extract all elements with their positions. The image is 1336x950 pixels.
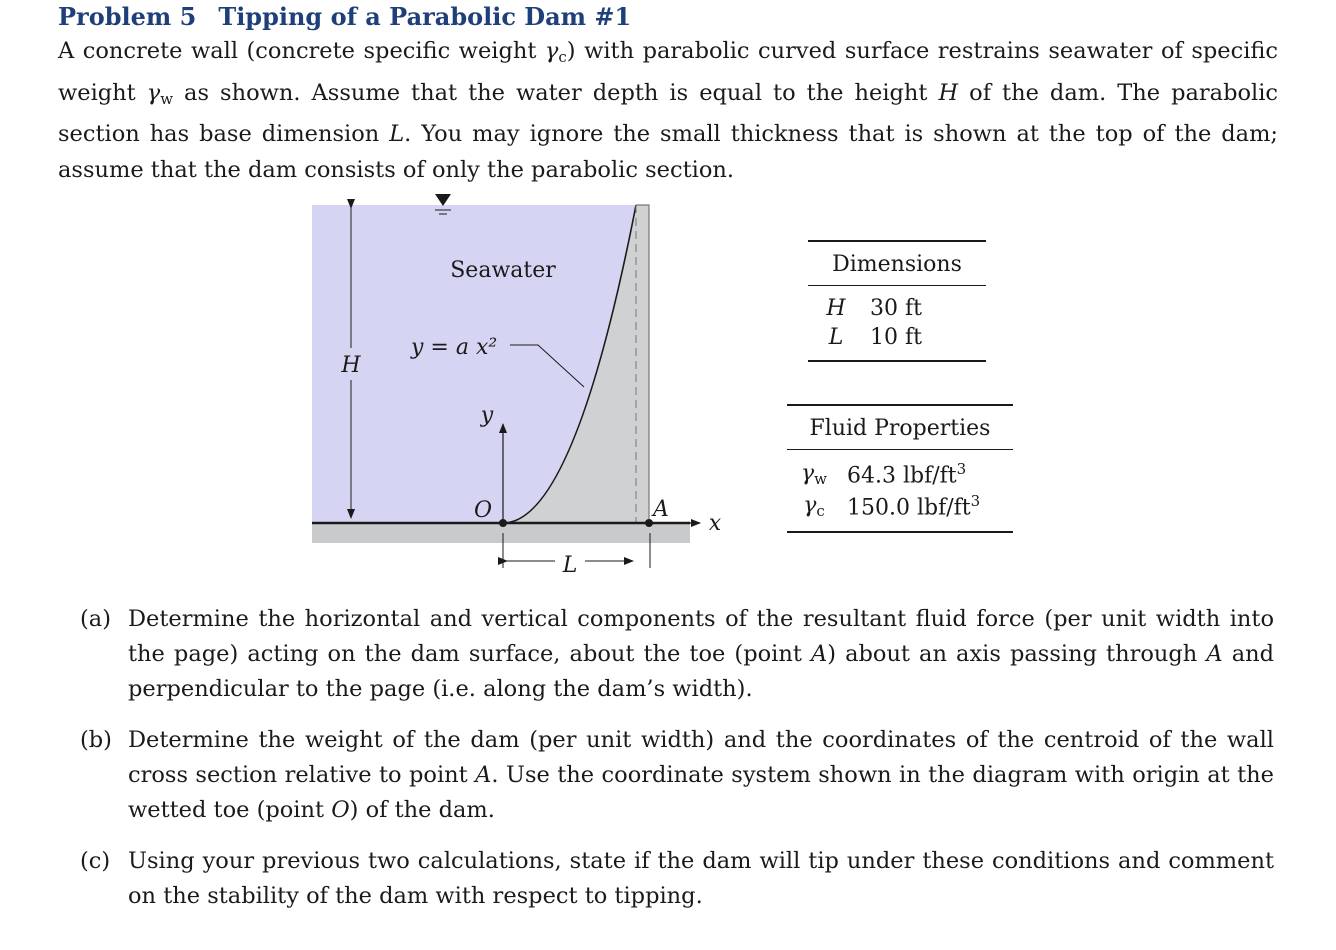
dimension-symbol: L xyxy=(828,325,844,350)
origin-point xyxy=(499,519,507,527)
dam-diagram xyxy=(300,188,760,588)
property-symbol: $\gamma_w$ xyxy=(801,460,827,488)
intro-text-1: A concrete wall (concrete specific weight xyxy=(58,38,545,64)
base-label: L xyxy=(562,553,578,578)
height-symbol: H xyxy=(938,79,959,106)
part-b: (b) Determine the weight of the dam (per unit width) and the coordinates of the centroid of the wall cross section relative to point A. Use the coordinate system shown in the diagram with origin at the wetted toe (point O) of the dam. xyxy=(80,723,1274,828)
property-symbol: $\gamma_c$ xyxy=(803,492,825,520)
table-row xyxy=(787,450,1013,490)
base-symbol: L xyxy=(389,121,405,147)
gamma-c-symbol: $\gamma_c$ xyxy=(544,38,567,66)
seawater-label: Seawater xyxy=(450,258,556,283)
intro-text-5: . You may ignore the small thickness that is shown at the top of the dam; assume that the dam consists of only the parabolic section. xyxy=(58,121,1278,183)
y-axis-label: y xyxy=(480,403,494,428)
fluid-properties-table xyxy=(787,404,1013,533)
part-a: (a) Determine the horizontal and vertical components of the resultant fluid force (per unit width into the page) acting on the dam surface, about the toe (point A) about an axis passing through A and perpendicular to the page (i.e. along the dam’s width). xyxy=(80,602,1274,707)
intro-text-4: of the dam. The parabolic section has base dimension xyxy=(58,79,1279,147)
intro-text-2: ) with parabolic curved surface restrains seawater of specific weight xyxy=(58,38,1279,106)
problem-number: Problem 5 xyxy=(58,2,197,31)
toe-point xyxy=(645,519,653,527)
dimension-value: 30 ft xyxy=(870,296,922,321)
part-label: (c) xyxy=(80,848,111,874)
property-value: 150.0 lbf/$ft^3$ xyxy=(847,492,981,521)
intro-text-3: as shown. Assume that the water depth is equal to the height xyxy=(173,79,939,106)
dimension-symbol: H xyxy=(826,296,846,321)
free-surface-icon xyxy=(435,194,451,206)
part-c: (c) Using your previous two calculations, state if the dam will tip under these conditions and comment on the stability of the dam with respect to tipping. xyxy=(80,844,1274,914)
dimension-value: 10 ft xyxy=(870,325,922,350)
table-row xyxy=(808,323,986,361)
x-axis-label: x xyxy=(708,511,722,536)
problem-title: Tipping of a Parabolic Dam #1 xyxy=(218,2,632,31)
parabola-equation: y = a x² xyxy=(411,335,498,360)
gamma-w-symbol: $\gamma_w$ xyxy=(146,79,174,108)
dimensions-caption: Dimensions xyxy=(808,240,986,286)
table-row xyxy=(808,286,986,323)
table-row xyxy=(787,490,1013,531)
toe-label: A xyxy=(653,497,669,522)
part-label: (b) xyxy=(80,727,112,753)
problem-heading xyxy=(58,2,631,31)
property-value: 64.3 lbf/$ft^3$ xyxy=(847,460,967,489)
origin-label: O xyxy=(473,498,493,523)
part-label: (a) xyxy=(80,606,111,632)
problem-statement xyxy=(58,34,1278,188)
question-parts xyxy=(80,602,1274,930)
height-label: H xyxy=(341,353,361,378)
fluid-properties-caption: Fluid Properties xyxy=(787,404,1013,450)
dimensions-table xyxy=(808,240,986,362)
